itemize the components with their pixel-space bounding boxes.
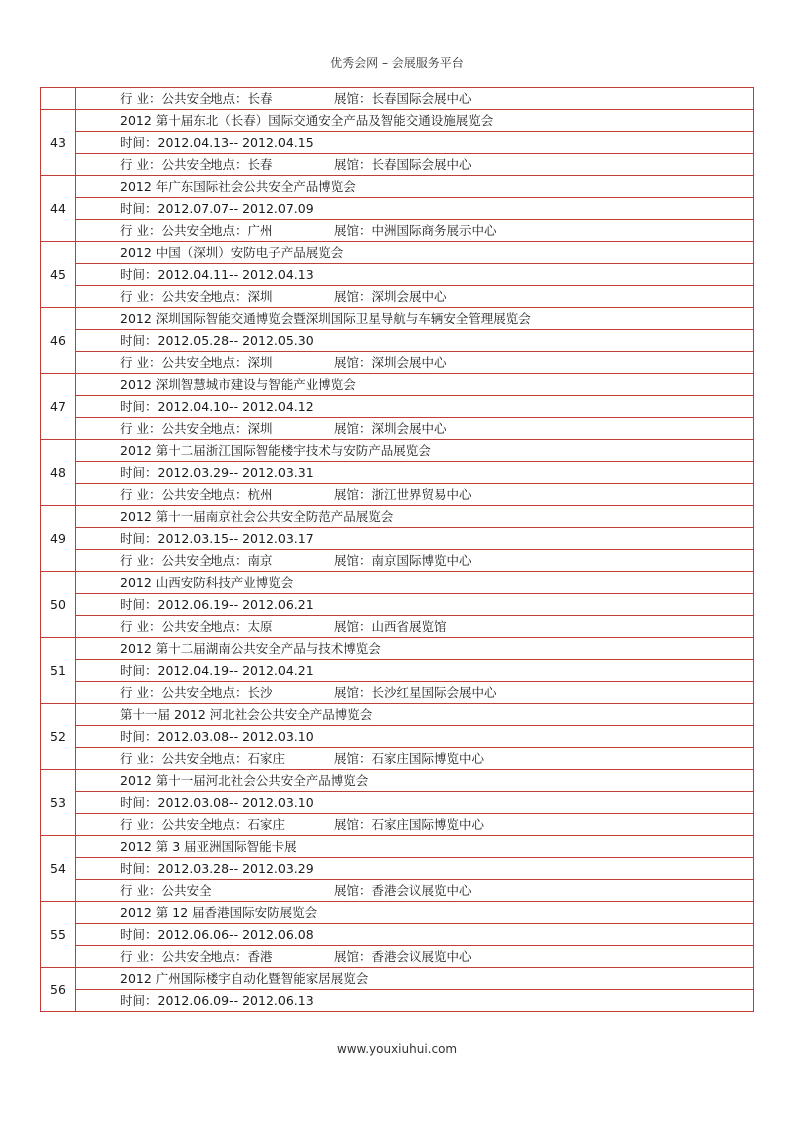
event-time bbox=[76, 396, 754, 418]
events-table bbox=[40, 87, 754, 1012]
event-info-row bbox=[76, 286, 754, 308]
venue-label: 展馆： bbox=[334, 487, 372, 502]
table-row bbox=[41, 660, 754, 682]
location-value: 长春 bbox=[247, 157, 273, 172]
industry-value: 公共安全 bbox=[161, 751, 212, 766]
venue-label: 展馆： bbox=[334, 685, 372, 700]
event-title: 2012 第 3 届亚洲国际智能卡展 bbox=[76, 836, 754, 858]
venue-value: 山西省展览馆 bbox=[371, 619, 447, 634]
location-field bbox=[210, 946, 334, 967]
event-title: 2012 第十二届湖南公共安全产品与技术博览会 bbox=[76, 638, 754, 660]
time-label: 时间： bbox=[120, 531, 158, 546]
venue-label: 展馆： bbox=[334, 157, 372, 172]
table-row bbox=[41, 968, 754, 990]
table-row bbox=[41, 528, 754, 550]
location-value: 石家庄 bbox=[247, 751, 286, 766]
location-field bbox=[210, 550, 334, 571]
location-label: 地点： bbox=[210, 553, 248, 568]
event-title: 2012 深圳智慧城市建设与智能产业博览会 bbox=[76, 374, 754, 396]
industry-label: 行 业： bbox=[120, 883, 162, 898]
event-info-row bbox=[76, 154, 754, 176]
event-time bbox=[76, 264, 754, 286]
table-row bbox=[41, 946, 754, 968]
industry-value: 公共安全 bbox=[161, 157, 212, 172]
time-label: 时间： bbox=[120, 993, 158, 1008]
event-number: 50 bbox=[41, 572, 76, 638]
event-info-row bbox=[76, 814, 754, 836]
table-row bbox=[41, 220, 754, 242]
location-field bbox=[210, 484, 334, 505]
table-row bbox=[41, 858, 754, 880]
time-label: 时间： bbox=[120, 597, 158, 612]
location-value: 太原 bbox=[247, 619, 273, 634]
event-title: 2012 第 12 届香港国际安防展览会 bbox=[76, 902, 754, 924]
table-row bbox=[41, 286, 754, 308]
industry-label: 行 业： bbox=[120, 817, 162, 832]
location-label: 地点： bbox=[210, 685, 248, 700]
industry-field bbox=[120, 880, 210, 901]
venue-value: 浙江世界贸易中心 bbox=[371, 487, 472, 502]
table-row bbox=[41, 110, 754, 132]
venue-label: 展馆： bbox=[334, 355, 372, 370]
location-field bbox=[210, 814, 334, 835]
industry-value: 公共安全 bbox=[161, 949, 212, 964]
table-row bbox=[41, 330, 754, 352]
event-time bbox=[76, 132, 754, 154]
time-value: 2012.04.11-- 2012.04.13 bbox=[157, 267, 314, 282]
time-label: 时间： bbox=[120, 729, 158, 744]
industry-field bbox=[120, 154, 210, 175]
event-time bbox=[76, 462, 754, 484]
event-title: 第十一届 2012 河北社会公共安全产品博览会 bbox=[76, 704, 754, 726]
table-row bbox=[41, 352, 754, 374]
location-label: 地点： bbox=[210, 355, 248, 370]
industry-label: 行 业： bbox=[120, 487, 162, 502]
location-value: 深圳 bbox=[247, 355, 273, 370]
time-value: 2012.04.13-- 2012.04.15 bbox=[157, 135, 314, 150]
venue-label: 展馆： bbox=[334, 223, 372, 238]
event-title: 2012 山西安防科技产业博览会 bbox=[76, 572, 754, 594]
venue-value: 长春国际会展中心 bbox=[371, 91, 472, 106]
table-row bbox=[41, 374, 754, 396]
location-label: 地点： bbox=[210, 91, 248, 106]
time-label: 时间： bbox=[120, 861, 158, 876]
industry-field bbox=[120, 484, 210, 505]
event-info-row bbox=[76, 88, 754, 110]
time-value: 2012.06.09-- 2012.06.13 bbox=[157, 993, 314, 1008]
event-number: 54 bbox=[41, 836, 76, 902]
table-row bbox=[41, 880, 754, 902]
location-field bbox=[210, 682, 334, 703]
table-row bbox=[41, 506, 754, 528]
event-time bbox=[76, 198, 754, 220]
table-row bbox=[41, 264, 754, 286]
event-number: 49 bbox=[41, 506, 76, 572]
table-row bbox=[41, 990, 754, 1012]
industry-value: 公共安全 bbox=[161, 355, 212, 370]
time-label: 时间： bbox=[120, 135, 158, 150]
table-row bbox=[41, 176, 754, 198]
location-field bbox=[210, 748, 334, 769]
industry-value: 公共安全 bbox=[161, 91, 212, 106]
table-row bbox=[41, 924, 754, 946]
location-field bbox=[210, 616, 334, 637]
time-value: 2012.03.15-- 2012.03.17 bbox=[157, 531, 314, 546]
location-value: 长春 bbox=[247, 91, 273, 106]
time-label: 时间： bbox=[120, 927, 158, 942]
table-row bbox=[41, 198, 754, 220]
location-label: 地点： bbox=[210, 949, 248, 964]
venue-value: 香港会议展览中心 bbox=[371, 949, 472, 964]
time-value: 2012.07.07-- 2012.07.09 bbox=[157, 201, 314, 216]
industry-label: 行 业： bbox=[120, 157, 162, 172]
event-info-row bbox=[76, 550, 754, 572]
table-row bbox=[41, 88, 754, 110]
time-value: 2012.03.29-- 2012.03.31 bbox=[157, 465, 314, 480]
time-label: 时间： bbox=[120, 201, 158, 216]
page-header: 优秀会网 – 会展服务平台 bbox=[330, 56, 464, 70]
event-info-row bbox=[76, 946, 754, 968]
location-label: 地点： bbox=[210, 751, 248, 766]
industry-value: 公共安全 bbox=[161, 223, 212, 238]
industry-field bbox=[120, 814, 210, 835]
time-label: 时间： bbox=[120, 399, 158, 414]
event-number: 46 bbox=[41, 308, 76, 374]
event-info-row bbox=[76, 880, 754, 902]
industry-field bbox=[120, 748, 210, 769]
venue-label: 展馆： bbox=[334, 817, 372, 832]
table-row bbox=[41, 770, 754, 792]
event-title: 2012 广州国际楼宇自动化暨智能家居展览会 bbox=[76, 968, 754, 990]
time-value: 2012.04.19-- 2012.04.21 bbox=[157, 663, 314, 678]
venue-value: 长春国际会展中心 bbox=[371, 157, 472, 172]
venue-label: 展馆： bbox=[334, 91, 372, 106]
event-time bbox=[76, 924, 754, 946]
event-info-row bbox=[76, 418, 754, 440]
table-row bbox=[41, 308, 754, 330]
event-number: 56 bbox=[41, 968, 76, 1012]
industry-value: 公共安全 bbox=[161, 421, 212, 436]
location-value: 南京 bbox=[247, 553, 273, 568]
table-row bbox=[41, 440, 754, 462]
industry-field bbox=[120, 946, 210, 967]
event-info-row bbox=[76, 616, 754, 638]
venue-label: 展馆： bbox=[334, 751, 372, 766]
industry-field bbox=[120, 220, 210, 241]
location-value: 深圳 bbox=[247, 421, 273, 436]
table-row bbox=[41, 572, 754, 594]
venue-value: 深圳会展中心 bbox=[371, 289, 447, 304]
location-field bbox=[210, 418, 334, 439]
location-label: 地点： bbox=[210, 223, 248, 238]
time-value: 2012.03.28-- 2012.03.29 bbox=[157, 861, 314, 876]
event-time bbox=[76, 726, 754, 748]
industry-label: 行 业： bbox=[120, 91, 162, 106]
event-info-row bbox=[76, 220, 754, 242]
table-row bbox=[41, 594, 754, 616]
industry-field bbox=[120, 352, 210, 373]
event-number: 51 bbox=[41, 638, 76, 704]
industry-label: 行 业： bbox=[120, 619, 162, 634]
table-row bbox=[41, 704, 754, 726]
table-row bbox=[41, 418, 754, 440]
table-row bbox=[41, 396, 754, 418]
table-row bbox=[41, 902, 754, 924]
table-row bbox=[41, 792, 754, 814]
table-row bbox=[41, 814, 754, 836]
table-row bbox=[41, 484, 754, 506]
venue-label: 展馆： bbox=[334, 289, 372, 304]
event-title: 2012 第十一届河北社会公共安全产品博览会 bbox=[76, 770, 754, 792]
time-value: 2012.05.28-- 2012.05.30 bbox=[157, 333, 314, 348]
location-field bbox=[210, 220, 334, 241]
event-time bbox=[76, 330, 754, 352]
event-time bbox=[76, 660, 754, 682]
industry-value: 公共安全 bbox=[161, 487, 212, 502]
industry-label: 行 业： bbox=[120, 355, 162, 370]
location-value: 杭州 bbox=[247, 487, 273, 502]
time-value: 2012.04.10-- 2012.04.12 bbox=[157, 399, 314, 414]
time-label: 时间： bbox=[120, 795, 158, 810]
industry-field bbox=[120, 286, 210, 307]
industry-value: 公共安全 bbox=[161, 685, 212, 700]
event-number: 44 bbox=[41, 176, 76, 242]
event-title: 2012 年广东国际社会公共安全产品博览会 bbox=[76, 176, 754, 198]
time-value: 2012.06.06-- 2012.06.08 bbox=[157, 927, 314, 942]
venue-value: 深圳会展中心 bbox=[371, 421, 447, 436]
table-row bbox=[41, 132, 754, 154]
location-label: 地点： bbox=[210, 289, 248, 304]
event-title: 2012 深圳国际智能交通博览会暨深圳国际卫星导航与车辆安全管理展览会 bbox=[76, 308, 754, 330]
event-info-row bbox=[76, 682, 754, 704]
event-time bbox=[76, 594, 754, 616]
location-field bbox=[210, 286, 334, 307]
event-number: 53 bbox=[41, 770, 76, 836]
table-row bbox=[41, 462, 754, 484]
event-time bbox=[76, 528, 754, 550]
industry-field bbox=[120, 550, 210, 571]
footer-url: www.youxiuhui.com bbox=[336, 1042, 458, 1056]
industry-label: 行 业： bbox=[120, 751, 162, 766]
venue-value: 石家庄国际博览中心 bbox=[371, 751, 485, 766]
venue-value: 南京国际博览中心 bbox=[371, 553, 472, 568]
industry-field bbox=[120, 682, 210, 703]
time-label: 时间： bbox=[120, 267, 158, 282]
event-number-cell bbox=[41, 88, 76, 110]
location-label: 地点： bbox=[210, 817, 248, 832]
event-title: 2012 中国（深圳）安防电子产品展览会 bbox=[76, 242, 754, 264]
table-row bbox=[41, 748, 754, 770]
location-label: 地点： bbox=[210, 421, 248, 436]
industry-value: 公共安全 bbox=[161, 817, 212, 832]
time-value: 2012.03.08-- 2012.03.10 bbox=[157, 729, 314, 744]
event-time bbox=[76, 792, 754, 814]
industry-value: 公共安全 bbox=[161, 553, 212, 568]
location-value: 长沙 bbox=[247, 685, 273, 700]
venue-value: 中洲国际商务展示中心 bbox=[371, 223, 497, 238]
industry-label: 行 业： bbox=[120, 289, 162, 304]
industry-field bbox=[120, 418, 210, 439]
event-info-row bbox=[76, 748, 754, 770]
location-field bbox=[210, 154, 334, 175]
location-label: 地点： bbox=[210, 619, 248, 634]
location-field bbox=[210, 352, 334, 373]
venue-label: 展馆： bbox=[334, 553, 372, 568]
table-row bbox=[41, 638, 754, 660]
event-title: 2012 第十届东北（长春）国际交通安全产品及智能交通设施展览会 bbox=[76, 110, 754, 132]
industry-field bbox=[120, 616, 210, 637]
location-label: 地点： bbox=[210, 157, 248, 172]
industry-label: 行 业： bbox=[120, 553, 162, 568]
time-value: 2012.03.08-- 2012.03.10 bbox=[157, 795, 314, 810]
event-number: 47 bbox=[41, 374, 76, 440]
event-title: 2012 第十二届浙江国际智能楼宇技术与安防产品展览会 bbox=[76, 440, 754, 462]
event-number: 45 bbox=[41, 242, 76, 308]
event-number: 48 bbox=[41, 440, 76, 506]
event-number: 55 bbox=[41, 902, 76, 968]
time-value: 2012.06.19-- 2012.06.21 bbox=[157, 597, 314, 612]
industry-label: 行 业： bbox=[120, 223, 162, 238]
venue-value: 深圳会展中心 bbox=[371, 355, 447, 370]
table-row bbox=[41, 616, 754, 638]
event-title: 2012 第十一届南京社会公共安全防范产品展览会 bbox=[76, 506, 754, 528]
location-value: 石家庄 bbox=[247, 817, 286, 832]
location-label: 地点： bbox=[210, 487, 248, 502]
industry-value: 公共安全 bbox=[161, 289, 212, 304]
event-time bbox=[76, 990, 754, 1012]
table-row bbox=[41, 154, 754, 176]
location-value: 广州 bbox=[247, 223, 273, 238]
venue-label: 展馆： bbox=[334, 421, 372, 436]
table-row bbox=[41, 726, 754, 748]
venue-value: 香港会议展览中心 bbox=[371, 883, 472, 898]
industry-label: 行 业： bbox=[120, 685, 162, 700]
venue-label: 展馆： bbox=[334, 883, 372, 898]
event-time bbox=[76, 858, 754, 880]
venue-value: 长沙红星国际会展中心 bbox=[371, 685, 497, 700]
location-value: 深圳 bbox=[247, 289, 273, 304]
industry-value: 公共安全 bbox=[161, 619, 212, 634]
table-row bbox=[41, 836, 754, 858]
table-row bbox=[41, 682, 754, 704]
table-row bbox=[41, 550, 754, 572]
event-number: 52 bbox=[41, 704, 76, 770]
time-label: 时间： bbox=[120, 663, 158, 678]
venue-label: 展馆： bbox=[334, 619, 372, 634]
industry-label: 行 业： bbox=[120, 949, 162, 964]
venue-value: 石家庄国际博览中心 bbox=[371, 817, 485, 832]
event-info-row bbox=[76, 484, 754, 506]
event-info-row bbox=[76, 352, 754, 374]
venue-label: 展馆： bbox=[334, 949, 372, 964]
time-label: 时间： bbox=[120, 465, 158, 480]
industry-value: 公共安全 bbox=[161, 883, 212, 898]
event-number: 43 bbox=[41, 110, 76, 176]
location-value: 香港 bbox=[247, 949, 273, 964]
industry-label: 行 业： bbox=[120, 421, 162, 436]
table-row bbox=[41, 242, 754, 264]
time-label: 时间： bbox=[120, 333, 158, 348]
